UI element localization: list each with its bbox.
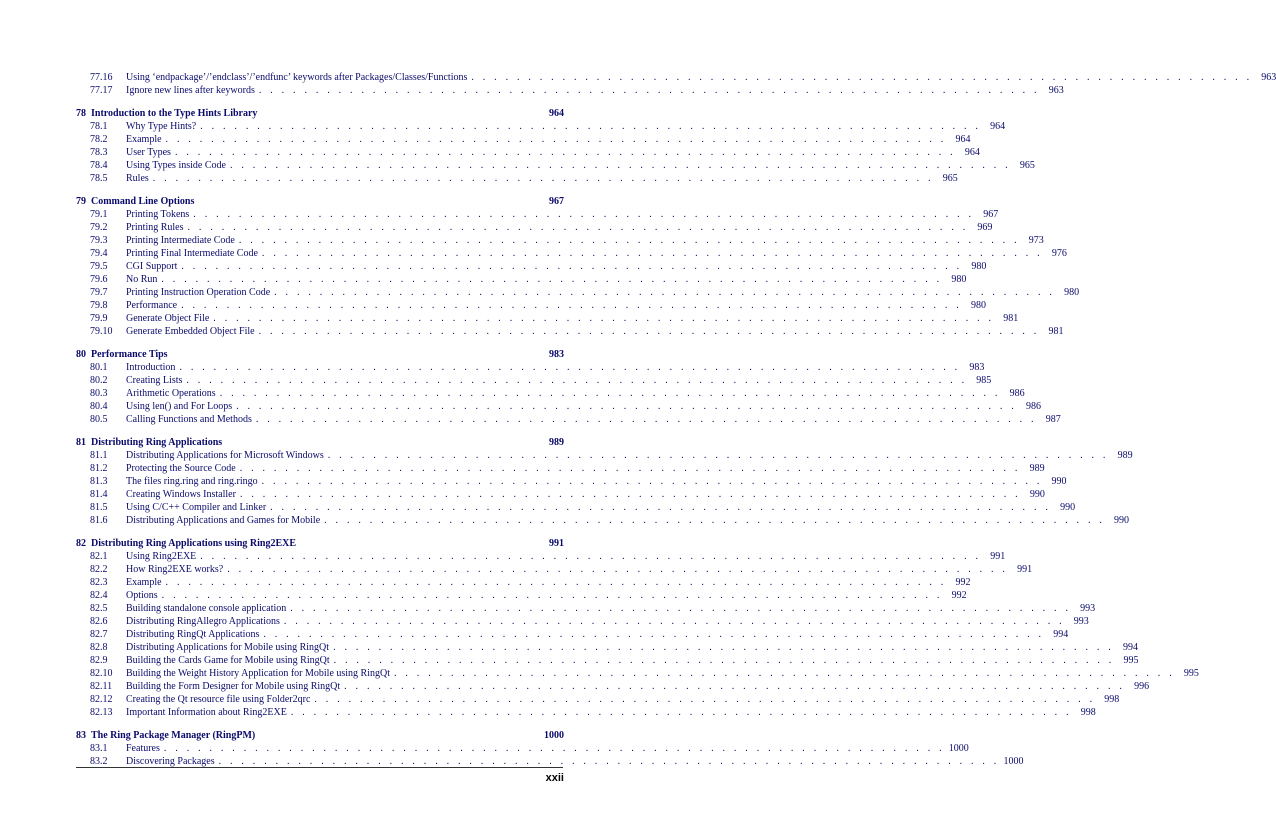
section-page-number: 981 [1048, 326, 1064, 337]
toc-section-entry[interactable] [76, 742, 969, 755]
dot-leader: . . . . . . . . . . . . . . . . . . . . . . . . . . . . . . . . . . . . . . . . . . . . . . . . . . . . . . . . . . . . . . . . . . . . . [152, 173, 934, 184]
section-number: 78.1 [90, 121, 108, 132]
section-title: Printing Instruction Operation Code [126, 287, 271, 298]
section-page-number: 967 [983, 209, 999, 220]
section-title: Building the Weight History Application for Mobile using RingQt [126, 668, 390, 679]
section-title: User Types [126, 147, 171, 158]
dot-leader: . . . . . . . . . . . . . . . . . . . . . . . . . . . . . . . . . . . . . . . . . . . . . . . . . . . . . . . . . . . . . . . . . . . . . [290, 707, 1072, 718]
chapter-number: 81 [76, 437, 86, 448]
section-page-number: 994 [1053, 629, 1069, 640]
toc-chapter-entry[interactable] [76, 729, 564, 742]
dot-leader: . . . . . . . . . . . . . . . . . . . . . . . . . . . . . . . . . . . . . . . . . . . . . . . . . . . . . . . . . . . . . . . . . . . . . [179, 362, 961, 373]
section-title: Introduction [126, 362, 176, 373]
toc-section-entry[interactable] [76, 641, 1138, 654]
section-page-number: 1000 [1003, 756, 1024, 767]
toc-chapter-entry[interactable] [76, 195, 564, 208]
section-page-number: 987 [1045, 414, 1061, 425]
section-title: Example [126, 577, 162, 588]
section-number: 82.8 [90, 642, 108, 653]
section-page-number: 965 [942, 173, 958, 184]
section-number: 82.13 [90, 707, 113, 718]
section-page-number: 993 [1073, 616, 1089, 627]
section-page-number: 996 [1134, 681, 1150, 692]
toc-section-entry[interactable] [76, 462, 1045, 475]
toc-section-entry[interactable] [76, 247, 1067, 260]
section-number: 79.9 [90, 313, 108, 324]
section-number: 80.4 [90, 401, 108, 412]
section-number: 78.4 [90, 160, 108, 171]
section-number: 81.4 [90, 489, 108, 500]
section-title: Generate Embedded Object File [126, 326, 255, 337]
chapter-page-number: 991 [549, 538, 564, 549]
section-number: 79.2 [90, 222, 108, 233]
section-number: 77.16 [90, 72, 113, 83]
dot-leader: . . . . . . . . . . . . . . . . . . . . . . . . . . . . . . . . . . . . . . . . . . . . . . . . . . . . . . . . . . . . . . . . . . . . . [163, 743, 945, 754]
section-page-number: 980 [971, 261, 987, 272]
section-title: Rules [126, 173, 149, 184]
chapter-title: Performance Tips [91, 349, 168, 360]
section-page-number: 965 [1019, 160, 1035, 171]
dot-leader: . . . . . . . . . . . . . . . . . . . . . . . . . . . . . . . . . . . . . . . . . . . . . . . . . . . . . . . . . . . . . . . . . . . . . [333, 655, 1115, 666]
dot-leader: . . . . . . . . . . . . . . . . . . . . . . . . . . . . . . . . . . . . . . . . . . . . . . . . . . . . . . . . . . . . . . . . . . . . . [261, 248, 1043, 259]
section-number: 82.10 [90, 668, 113, 679]
section-number: 80.2 [90, 375, 108, 386]
chapter-title: Distributing Ring Applications using Ring2EXE [91, 538, 297, 549]
section-page-number: 963 [1048, 85, 1064, 96]
toc-section-entry[interactable] [76, 602, 1096, 615]
section-title: Generate Object File [126, 313, 210, 324]
section-page-number: 963 [1261, 72, 1276, 83]
dot-leader: . . . . . . . . . . . . . . . . . . . . . . . . . . . . . . . . . . . . . . . . . . . . . . . . . . . . . . . . . . . . . . . . . . . . . [236, 401, 1018, 412]
dot-leader: . . . . . . . . . . . . . . . . . . . . . . . . . . . . . . . . . . . . . . . . . . . . . . . . . . . . . . . . . . . . . . . . . . . . . [161, 274, 943, 285]
section-page-number: 964 [990, 121, 1006, 132]
section-page-number: 985 [976, 375, 992, 386]
section-title: Printing Intermediate Code [126, 235, 235, 246]
table-of-contents [76, 71, 1276, 768]
section-title: No Run [126, 274, 158, 285]
toc-section-entry[interactable] [76, 260, 987, 273]
dot-leader: . . . . . . . . . . . . . . . . . . . . . . . . . . . . . . . . . . . . . . . . . . . . . . . . . . . . . . . . . . . . . . . . . . . . . [333, 642, 1114, 653]
section-page-number: 991 [990, 551, 1006, 562]
toc-section-entry[interactable] [76, 400, 1042, 413]
dot-leader: . . . . . . . . . . . . . . . . . . . . . . . . . . . . . . . . . . . . . . . . . . . . . . . . . . . . . . . . . . . . . . . . . . . . . [261, 476, 1043, 487]
section-number: 78.2 [90, 134, 108, 145]
chapter-page-number: 964 [549, 108, 564, 119]
section-page-number: 993 [1080, 603, 1096, 614]
section-title: Creating Windows Installer [126, 489, 236, 500]
section-page-number: 991 [1017, 564, 1033, 575]
section-title: Protecting the Source Code [126, 463, 236, 474]
section-number: 81.6 [90, 515, 108, 526]
dot-leader: . . . . . . . . . . . . . . . . . . . . . . . . . . . . . . . . . . . . . . . . . . . . . . . . . . . . . . . . . . . . . . . . . . . . . [165, 577, 947, 588]
section-page-number: 1000 [948, 743, 969, 754]
section-title: Distributing Applications for Microsoft Windows [126, 450, 324, 461]
dot-leader: . . . . . . . . . . . . . . . . . . . . . . . . . . . . . . . . . . . . . . . . . . . . . . . . . . . . . . . . . . . . . . . . . . . . . [290, 603, 1072, 614]
section-number: 82.7 [90, 629, 108, 640]
toc-section-entry[interactable] [76, 667, 1199, 680]
chapter-page-number: 1000 [544, 730, 564, 741]
dot-leader: . . . . . . . . . . . . . . . . . . . . . . . . . . . . . . . . . . . . . . . . . . . . . . . . . . . . . . . . . . . . . . . . . . . . . [200, 121, 982, 132]
section-number: 80.5 [90, 414, 108, 425]
dot-leader: . . . . . . . . . . . . . . . . . . . . . . . . . . . . . . . . . . . . . . . . . . . . . . . . . . . . . . . . . . . . . . . . . . . . . [471, 72, 1253, 83]
toc-section-entry[interactable] [76, 654, 1139, 667]
toc-section-entry[interactable] [76, 387, 1025, 400]
section-title: Distributing RingAllegro Applications [126, 616, 280, 627]
dot-leader: . . . . . . . . . . . . . . . . . . . . . . . . . . . . . . . . . . . . . . . . . . . . . . . . . . . . . . . . . . . . . . . . . . . . . [181, 261, 963, 272]
section-page-number: 980 [1064, 287, 1080, 298]
dot-leader: . . . . . . . . . . . . . . . . . . . . . . . . . . . . . . . . . . . . . . . . . . . . . . . . . . . . . . . . . . . . . . . . . . . . . [258, 85, 1040, 96]
section-number: 80.1 [90, 362, 108, 373]
dot-leader: . . . . . . . . . . . . . . . . . . . . . . . . . . . . . . . . . . . . . . . . . . . . . . . . . . . . . . . . . . . . . . . . . . . . . [274, 287, 1056, 298]
toc-section-entry[interactable] [76, 71, 1276, 84]
section-page-number: 986 [1009, 388, 1025, 399]
toc-chapter-entry[interactable] [76, 537, 564, 550]
section-title: How Ring2EXE works? [126, 564, 224, 575]
toc-section-entry[interactable] [76, 514, 1130, 527]
dot-leader: . . . . . . . . . . . . . . . . . . . . . . . . . . . . . . . . . . . . . . . . . . . . . . . . . . . . . . . . . . . . . . . . . . . . . [283, 616, 1065, 627]
section-number: 79.10 [90, 326, 113, 337]
dot-leader: . . . . . . . . . . . . . . . . . . . . . . . . . . . . . . . . . . . . . . . . . . . . . . . . . . . . . . . . . . . . . . . . . . . . . [218, 756, 1000, 767]
section-number: 79.6 [90, 274, 108, 285]
section-title: Distributing Applications for Mobile using RingQt [126, 642, 330, 653]
section-title: Printing Tokens [126, 209, 190, 220]
section-number: 81.3 [90, 476, 108, 487]
section-page-number: 981 [1003, 313, 1019, 324]
section-number: 81.5 [90, 502, 108, 513]
page-number-label: xxii [545, 772, 564, 784]
toc-section-entry[interactable] [76, 286, 1080, 299]
section-page-number: 995 [1123, 655, 1139, 666]
chapter-title: Introduction to the Type Hints Library [91, 108, 258, 119]
chapter-page-number: 983 [549, 349, 564, 360]
section-title: Calling Functions and Methods [126, 414, 252, 425]
toc-section-entry[interactable] [76, 325, 1064, 338]
section-title: Using Types inside Code [126, 160, 226, 171]
section-page-number: 983 [969, 362, 985, 373]
dot-leader: . . . . . . . . . . . . . . . . . . . . . . . . . . . . . . . . . . . . . . . . . . . . . . . . . . . . . . . . . . . . . . . . . . . . . [327, 450, 1109, 461]
toc-section-entry[interactable] [76, 361, 985, 374]
toc-section-entry[interactable] [76, 299, 986, 312]
section-number: 82.2 [90, 564, 108, 575]
section-title: Building the Cards Game for Mobile using RingQt [126, 655, 330, 666]
toc-section-entry[interactable] [76, 133, 971, 146]
dot-leader: . . . . . . . . . . . . . . . . . . . . . . . . . . . . . . . . . . . . . . . . . . . . . . . . . . . . . . . . . . . . . . . . . . . . . [239, 489, 1021, 500]
section-number: 77.17 [90, 85, 113, 96]
section-number: 79.3 [90, 235, 108, 246]
dot-leader: . . . . . . . . . . . . . . . . . . . . . . . . . . . . . . . . . . . . . . . . . . . . . . . . . . . . . . . . . . . . . . . . . . . . . [394, 668, 1175, 679]
section-number: 79.1 [90, 209, 108, 220]
section-page-number: 998 [1080, 707, 1096, 718]
section-title: Using len() and For Loops [126, 401, 233, 412]
toc-section-entry[interactable] [76, 706, 1096, 719]
section-page-number: 992 [955, 577, 971, 588]
dot-leader: . . . . . . . . . . . . . . . . . . . . . . . . . . . . . . . . . . . . . . . . . . . . . . . . . . . . . . . . . . . . . . . . . . . . . [255, 414, 1037, 425]
dot-leader: . . . . . . . . . . . . . . . . . . . . . . . . . . . . . . . . . . . . . . . . . . . . . . . . . . . . . . . . . . . . . . . . . . . . . [181, 300, 962, 311]
section-page-number: 986 [1026, 401, 1042, 412]
toc-section-entry[interactable] [76, 576, 971, 589]
section-title: Options [126, 590, 158, 601]
toc-section-entry[interactable] [76, 501, 1076, 514]
section-title: Example [126, 134, 162, 145]
section-number: 80.3 [90, 388, 108, 399]
section-page-number: 980 [951, 274, 967, 285]
dot-leader: . . . . . . . . . . . . . . . . . . . . . . . . . . . . . . . . . . . . . . . . . . . . . . . . . . . . . . . . . . . . . . . . . . . . . [238, 235, 1020, 246]
dot-leader: . . . . . . . . . . . . . . . . . . . . . . . . . . . . . . . . . . . . . . . . . . . . . . . . . . . . . . . . . . . . . . . . . . . . . [161, 590, 943, 601]
section-title: Building the Form Designer for Mobile using RingQt [126, 681, 341, 692]
section-page-number: 969 [977, 222, 993, 233]
dot-leader: . . . . . . . . . . . . . . . . . . . . . . . . . . . . . . . . . . . . . . . . . . . . . . . . . . . . . . . . . . . . . . . . . . . . . [314, 694, 1096, 705]
toc-section-entry[interactable] [76, 449, 1133, 462]
dot-leader: . . . . . . . . . . . . . . . . . . . . . . . . . . . . . . . . . . . . . . . . . . . . . . . . . . . . . . . . . . . . . . . . . . . . . [213, 313, 995, 324]
toc-section-entry[interactable] [76, 475, 1067, 488]
section-title: Performance [126, 300, 178, 311]
toc-section-entry[interactable] [76, 693, 1120, 706]
section-title: CGI Support [126, 261, 178, 272]
toc-section-entry[interactable] [76, 273, 967, 286]
toc-section-entry[interactable] [76, 120, 1006, 133]
section-page-number: 998 [1104, 694, 1120, 705]
toc-section-entry[interactable] [76, 413, 1061, 426]
footer-divider [76, 767, 563, 768]
section-page-number: 989 [1029, 463, 1045, 474]
chapter-title: Command Line Options [91, 196, 195, 207]
dot-leader: . . . . . . . . . . . . . . . . . . . . . . . . . . . . . . . . . . . . . . . . . . . . . . . . . . . . . . . . . . . . . . . . . . . . . [193, 209, 975, 220]
chapter-title: Distributing Ring Applications [91, 437, 223, 448]
toc-section-entry[interactable] [76, 680, 1150, 693]
toc-section-entry[interactable] [76, 221, 993, 234]
section-page-number: 980 [971, 300, 986, 311]
section-number: 79.4 [90, 248, 108, 259]
section-page-number: 990 [1029, 489, 1045, 500]
section-number: 79.8 [90, 300, 108, 311]
section-number: 83.2 [90, 756, 108, 767]
section-title: Creating the Qt resource file using Folder2qrc [126, 694, 311, 705]
section-page-number: 990 [1114, 515, 1130, 526]
section-number: 83.1 [90, 743, 108, 754]
chapter-number: 82 [76, 538, 86, 549]
section-number: 81.1 [90, 450, 108, 461]
dot-leader: . . . . . . . . . . . . . . . . . . . . . . . . . . . . . . . . . . . . . . . . . . . . . . . . . . . . . . . . . . . . . . . . . . . . . [344, 681, 1126, 692]
dot-leader: . . . . . . . . . . . . . . . . . . . . . . . . . . . . . . . . . . . . . . . . . . . . . . . . . . . . . . . . . . . . . . . . . . . . . [263, 629, 1045, 640]
section-number: 78.3 [90, 147, 108, 158]
toc-section-entry[interactable] [76, 159, 1035, 172]
dot-leader: . . . . . . . . . . . . . . . . . . . . . . . . . . . . . . . . . . . . . . . . . . . . . . . . . . . . . . . . . . . . . . . . . . . . . [186, 375, 968, 386]
toc-section-entry[interactable] [76, 563, 1033, 576]
dot-leader: . . . . . . . . . . . . . . . . . . . . . . . . . . . . . . . . . . . . . . . . . . . . . . . . . . . . . . . . . . . . . . . . . . . . . [229, 160, 1011, 171]
section-title: The files ring.ring and ring.ringo [126, 476, 258, 487]
chapter-page-number: 989 [549, 437, 564, 448]
section-number: 82.12 [90, 694, 113, 705]
section-title: Building standalone console application [126, 603, 287, 614]
dot-leader: . . . . . . . . . . . . . . . . . . . . . . . . . . . . . . . . . . . . . . . . . . . . . . . . . . . . . . . . . . . . . . . . . . . . . [258, 326, 1040, 337]
chapter-page-number: 967 [549, 196, 564, 207]
section-number: 79.7 [90, 287, 108, 298]
section-page-number: 992 [951, 590, 967, 601]
toc-section-entry[interactable] [76, 589, 967, 602]
section-title: Discovering Packages [126, 756, 215, 767]
section-number: 82.5 [90, 603, 108, 614]
section-title: Why Type Hints? [126, 121, 197, 132]
section-page-number: 964 [964, 147, 980, 158]
toc-section-entry[interactable] [76, 374, 992, 387]
section-page-number: 964 [955, 134, 971, 145]
section-page-number: 989 [1117, 450, 1133, 461]
section-title: Using ‘endpackage’/’endclass’/’endfunc’ keywords after Packages/Classes/Functions [126, 72, 468, 83]
toc-chapter-entry[interactable] [76, 107, 564, 120]
chapter-number: 83 [76, 730, 86, 741]
dot-leader: . . . . . . . . . . . . . . . . . . . . . . . . . . . . . . . . . . . . . . . . . . . . . . . . . . . . . . . . . . . . . . . . . . . . . [165, 134, 947, 145]
section-title: Features [126, 743, 160, 754]
toc-section-entry[interactable] [76, 172, 958, 185]
dot-leader: . . . . . . . . . . . . . . . . . . . . . . . . . . . . . . . . . . . . . . . . . . . . . . . . . . . . . . . . . . . . . . . . . . . . . [324, 515, 1106, 526]
section-title: Ignore new lines after keywords [126, 85, 255, 96]
dot-leader: . . . . . . . . . . . . . . . . . . . . . . . . . . . . . . . . . . . . . . . . . . . . . . . . . . . . . . . . . . . . . . . . . . . . . [200, 551, 982, 562]
section-page-number: 994 [1122, 642, 1138, 653]
section-title: Using Ring2EXE [126, 551, 197, 562]
section-number: 81.2 [90, 463, 108, 474]
toc-section-entry[interactable] [76, 488, 1045, 501]
toc-section-entry[interactable] [76, 146, 980, 159]
dot-leader: . . . . . . . . . . . . . . . . . . . . . . . . . . . . . . . . . . . . . . . . . . . . . . . . . . . . . . . . . . . . . . . . . . . . . [270, 502, 1052, 513]
section-number: 82.4 [90, 590, 108, 601]
section-page-number: 995 [1183, 668, 1199, 679]
section-number: 82.6 [90, 616, 108, 627]
dot-leader: . . . . . . . . . . . . . . . . . . . . . . . . . . . . . . . . . . . . . . . . . . . . . . . . . . . . . . . . . . . . . . . . . . . . . [174, 147, 956, 158]
toc-section-entry[interactable] [76, 615, 1089, 628]
chapter-title: The Ring Package Manager (RingPM) [91, 730, 256, 741]
section-page-number: 990 [1051, 476, 1067, 487]
dot-leader: . . . . . . . . . . . . . . . . . . . . . . . . . . . . . . . . . . . . . . . . . . . . . . . . . . . . . . . . . . . . . . . . . . . . . [239, 463, 1021, 474]
toc-section-entry[interactable] [76, 550, 1006, 563]
toc-section-entry[interactable] [76, 234, 1044, 247]
section-page-number: 976 [1051, 248, 1067, 259]
section-number: 82.11 [90, 681, 113, 692]
section-title: Printing Rules [126, 222, 184, 233]
section-page-number: 973 [1028, 235, 1044, 246]
section-title: Important Information about Ring2EXE [126, 707, 287, 718]
section-title: Using C/C++ Compiler and Linker [126, 502, 267, 513]
section-number: 79.5 [90, 261, 108, 272]
section-title: Distributing RingQt Applications [126, 629, 260, 640]
section-title: Distributing Applications and Games for Mobile [126, 515, 321, 526]
dot-leader: . . . . . . . . . . . . . . . . . . . . . . . . . . . . . . . . . . . . . . . . . . . . . . . . . . . . . . . . . . . . . . . . . . . . . [219, 388, 1001, 399]
toc-section-entry[interactable] [76, 84, 1064, 97]
section-number: 82.1 [90, 551, 108, 562]
section-title: Arithmetic Operations [126, 388, 216, 399]
section-page-number: 990 [1060, 502, 1076, 513]
section-number: 82.9 [90, 655, 108, 666]
section-title: Creating Lists [126, 375, 183, 386]
chapter-number: 78 [76, 108, 86, 119]
chapter-number: 79 [76, 196, 86, 207]
toc-chapter-entry[interactable] [76, 436, 564, 449]
section-title: Printing Final Intermediate Code [126, 248, 258, 259]
dot-leader: . . . . . . . . . . . . . . . . . . . . . . . . . . . . . . . . . . . . . . . . . . . . . . . . . . . . . . . . . . . . . . . . . . . . . [227, 564, 1009, 575]
toc-section-entry[interactable] [76, 208, 999, 221]
chapter-number: 80 [76, 349, 86, 360]
section-number: 82.3 [90, 577, 108, 588]
toc-chapter-entry[interactable] [76, 348, 564, 361]
toc-section-entry[interactable] [76, 628, 1069, 641]
section-number: 78.5 [90, 173, 108, 184]
dot-leader: . . . . . . . . . . . . . . . . . . . . . . . . . . . . . . . . . . . . . . . . . . . . . . . . . . . . . . . . . . . . . . . . . . . . . [187, 222, 969, 233]
toc-section-entry[interactable] [76, 312, 1019, 325]
